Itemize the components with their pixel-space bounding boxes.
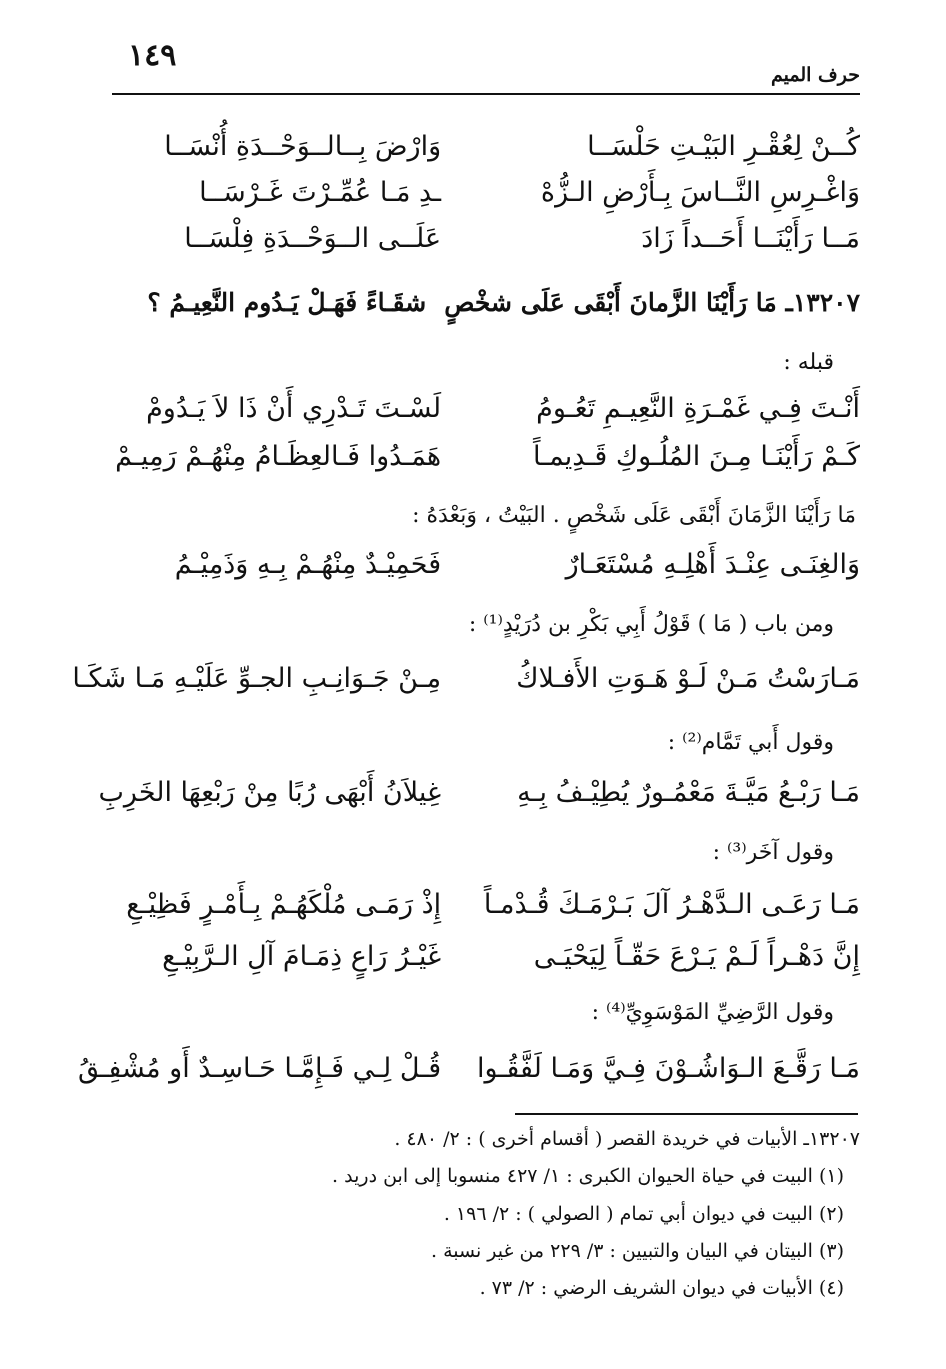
qabluh-label: قبله :: [783, 350, 834, 375]
hemistich-second: فَحَمِيْـدٌ مِنْهُـمْ بِـهِ وَذَمِيْـمُ: [174, 548, 442, 580]
hemistich-second: قُـلْ لِـي فَـإِمَّـا حَـاسِـدٌ أَو مُشْفِـقُ: [77, 1052, 442, 1084]
hemistich-first: إِنَّ دَهْـراً لَـمْ يَـرْعَ حَقّـاً لِيَحْيَـى: [533, 940, 860, 972]
hemistich-second: غِيلاَنُ أَبْهَى رُبًا مِنْ رَبْعِهَا الخَرِبِ: [98, 776, 442, 808]
verse-line: [112, 538, 860, 590]
page-number: ١٤٩: [128, 38, 177, 73]
footnote: (٣) البيتان في البيان والتبيين : ٣/ ٢٢٩ من غير نسبة .: [431, 1240, 844, 1262]
verse-line: [112, 166, 860, 218]
running-head: حرف الميم: [771, 64, 860, 86]
verse-line: [112, 212, 860, 264]
hemistich-second: ـدِ مَـا عُمِّـرْتَ غَـرْسَــا: [199, 176, 442, 208]
verse-line: [77, 1042, 860, 1094]
verse-line: [98, 766, 860, 818]
abu-tammam-intro: وقول أَبي تَمَّام⁽²⁾ :: [667, 730, 834, 755]
footnote: ١٣٢٠٧ـ الأبيات في خريدة القصر ( أقسام أخرى ) : ٢/ ٤٨٠ .: [394, 1128, 860, 1150]
entry-hemistich-first: ١٣٢٠٧ـ مَا رَأَيْنَا الزَّمانَ أَبْقَى عَلَى شخْصٍ: [444, 287, 860, 317]
verse-line: [72, 652, 860, 704]
hemistich-first: كَـمْ رَأَيْنَـا مِـنَ المُلُـوكِ قَـدِيمـاً: [533, 440, 860, 472]
hemistich-first: أَنْـتَ فِـي غَمْـرَةِ النَّعِيـمِ تَعُـومُ: [536, 392, 860, 424]
hemistich-first: مَـا رَبْـعُ مَيَّـةَ مَعْمُـورٌ يُطِيْـفُ بِـهِ: [517, 776, 860, 808]
footnote: (١) البيت في حياة الحيوان الكبرى : ١/ ٤٢٧ منسوبا إلى ابن دريد .: [332, 1165, 844, 1187]
hemistich-second: مِـنْ جَـوَانِـبِ الجـوِّ عَلَيْـهِ مَـا شَكَـا: [72, 662, 442, 694]
hemistich-second: إِذْ رَمَـى مُلْكَهُـمْ بِـأَمْـرٍ فَظِيْـعِ: [126, 888, 442, 920]
hemistich-second: لَسْـتَ تَـدْرِي أَنْ ذَا لاَ يَـدُومْ: [146, 392, 442, 424]
verse-line: [112, 120, 860, 172]
hemistich-first: وَاغْـرِسِ النَّــاسَ بِـأَرْضِ الـزُّهْ: [540, 176, 860, 208]
akhar-intro: وقول آخَر⁽³⁾ :: [712, 840, 834, 865]
radi-intro: وقول الرَّضِيِّ المَوْسَوِيِّ⁽⁴⁾ :: [591, 1000, 834, 1025]
entry-hemistich-second: شقَـاءً فَهَـلْ يَـدُوم النَّعِيـمُ ؟: [147, 287, 427, 317]
footnote: (٢) البيت في ديوان أبي تمام ( الصولي ) : ٢/ ١٩٦ .: [443, 1203, 844, 1225]
ibn-durayd-intro: ومن باب ( مَا ) قَوْلُ أَبِي بَكْرِ بن دُرَيْدٍ⁽¹⁾ :: [468, 612, 834, 637]
hemistich-second: عَلَــى الــوَحْــدَةِ فِلْسَــا: [184, 222, 442, 254]
header-rule: [112, 93, 860, 95]
verse-line: [112, 930, 860, 982]
hemistich-second: هَمَـدُوا فَـالعِظَـامُ مِنْهُـمْ رَمِيـمْ: [115, 440, 442, 472]
hemistich-first: مَـا رَعَـى الـدَّهْـرُ آلَ بَـرْمَـكَ قُـدْمـاً: [483, 888, 860, 920]
hemistich-second: وَارْضَ بِــالــوَحْــدَةِ أُنْسَــا: [164, 130, 442, 162]
hemistich-second: غَيْـرُ رَاعٍ ذِمَـامَ آلِ الـرَّبِيْـعِ: [162, 940, 442, 972]
verse-line: [112, 382, 860, 434]
verse-line: [112, 430, 860, 482]
hemistich-first: كُــنْ لِعُقْـرِ البَيْـتِ حَلْسَــا: [587, 130, 860, 162]
footnote-rule: [515, 1113, 858, 1115]
hemistich-first: مَـا رَقَّـعَ الـوَاشُـوْنَ فِـيَّ وَمَـا لَفَّقُـوا: [477, 1052, 860, 1084]
hemistich-first: مَــا رَأَيْنَــا أَحَــداً زَادَ: [641, 222, 860, 254]
baadahu-line: مَا رَأَيْنَا الزَّمَانَ أَبْقَى عَلَى شَخْصٍ . البَيْتُ ، وَبَعْدَهُ :: [412, 503, 856, 528]
footnote: (٤) الأبيات في ديوان الشريف الرضي : ٢/ ٧٣ .: [479, 1277, 844, 1299]
entry-verse: [112, 276, 860, 328]
hemistich-first: مَـارَسْتُ مَـنْ لَـوْ هَـوَتِ الأَفـلاكُ: [516, 662, 860, 694]
hemistich-first: وَالغِنَـى عِنْـدَ أَهْلِـهِ مُسْتَعَـارٌ: [565, 548, 860, 580]
verse-line: [112, 878, 860, 930]
